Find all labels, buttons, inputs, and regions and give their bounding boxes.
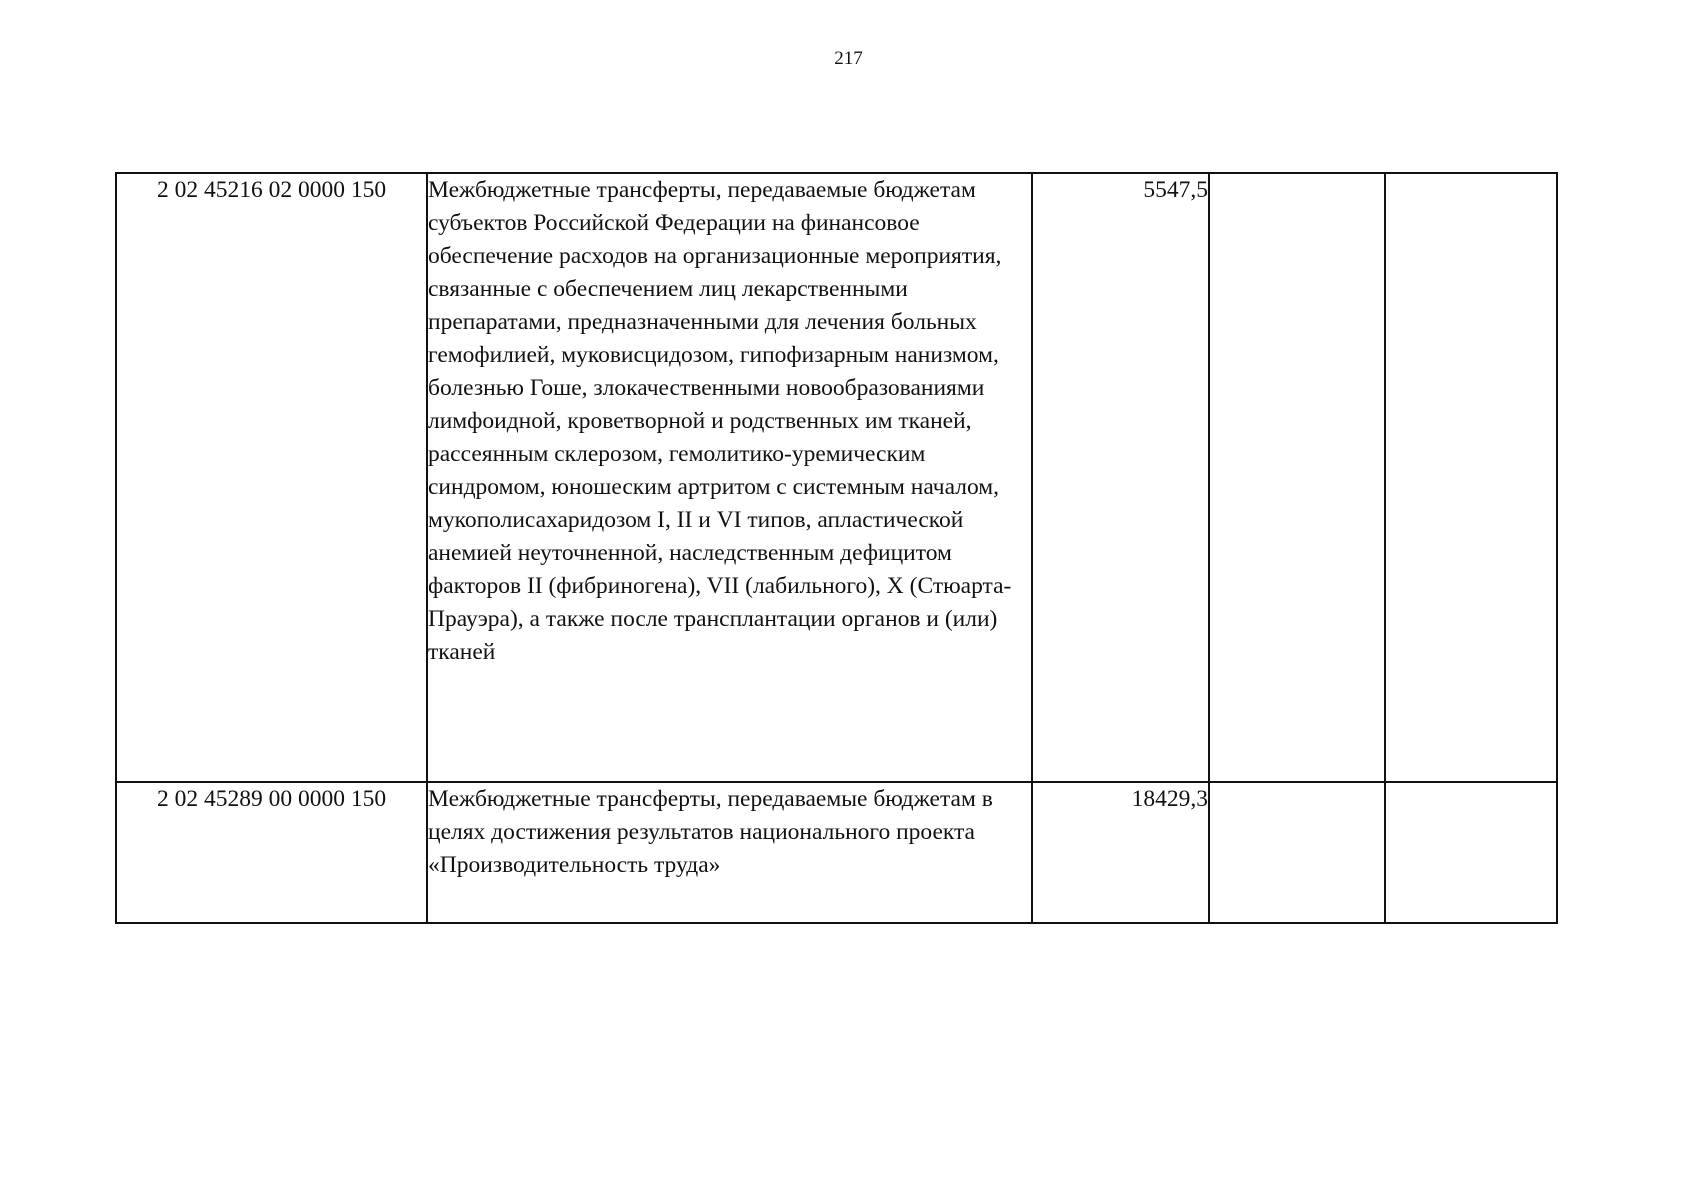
table-row bbox=[116, 782, 1557, 923]
budget-code-cell: 2 02 45289 00 0000 150 bbox=[116, 782, 427, 923]
empty-cell bbox=[1385, 173, 1557, 782]
amount-cell: 5547,5 bbox=[1032, 173, 1209, 782]
empty-cell bbox=[1385, 782, 1557, 923]
description-cell: Межбюджетные трансферты, передаваемые бюджетам субъектов Российской Федерации на финансовое обеспечение расходов на организационные мероприятия, связанные с обеспечением лиц лекарственными препаратами, предназначенными для лечения больных гемофилией, муковисцидозом, гипофизарным нанизмом, болезнью Гоше, злокачественными новообразованиями лимфоидной, кроветворной и родственных им тканей, рассеянным склерозом, гемолитико-уремическим синдромом, юношеским артритом с системным началом, мукополисахаридозом I, II и VI типов, апластической анемией неуточненной, наследственным дефицитом факторов II (фибриногена), VII (лабильного), X (Стюарта-Прауэра), а также после трансплантации органов и (или) тканей bbox=[427, 173, 1032, 782]
amount-cell: 18429,3 bbox=[1032, 782, 1209, 923]
table-row bbox=[116, 173, 1557, 782]
budget-table bbox=[115, 172, 1558, 924]
empty-cell bbox=[1209, 782, 1385, 923]
empty-cell bbox=[1209, 173, 1385, 782]
description-cell: Межбюджетные трансферты, передаваемые бюджетам в целях достижения результатов национального проекта «Производительность труда» bbox=[427, 782, 1032, 923]
budget-code-cell: 2 02 45216 02 0000 150 bbox=[116, 173, 427, 782]
page-number: 217 bbox=[834, 48, 863, 69]
